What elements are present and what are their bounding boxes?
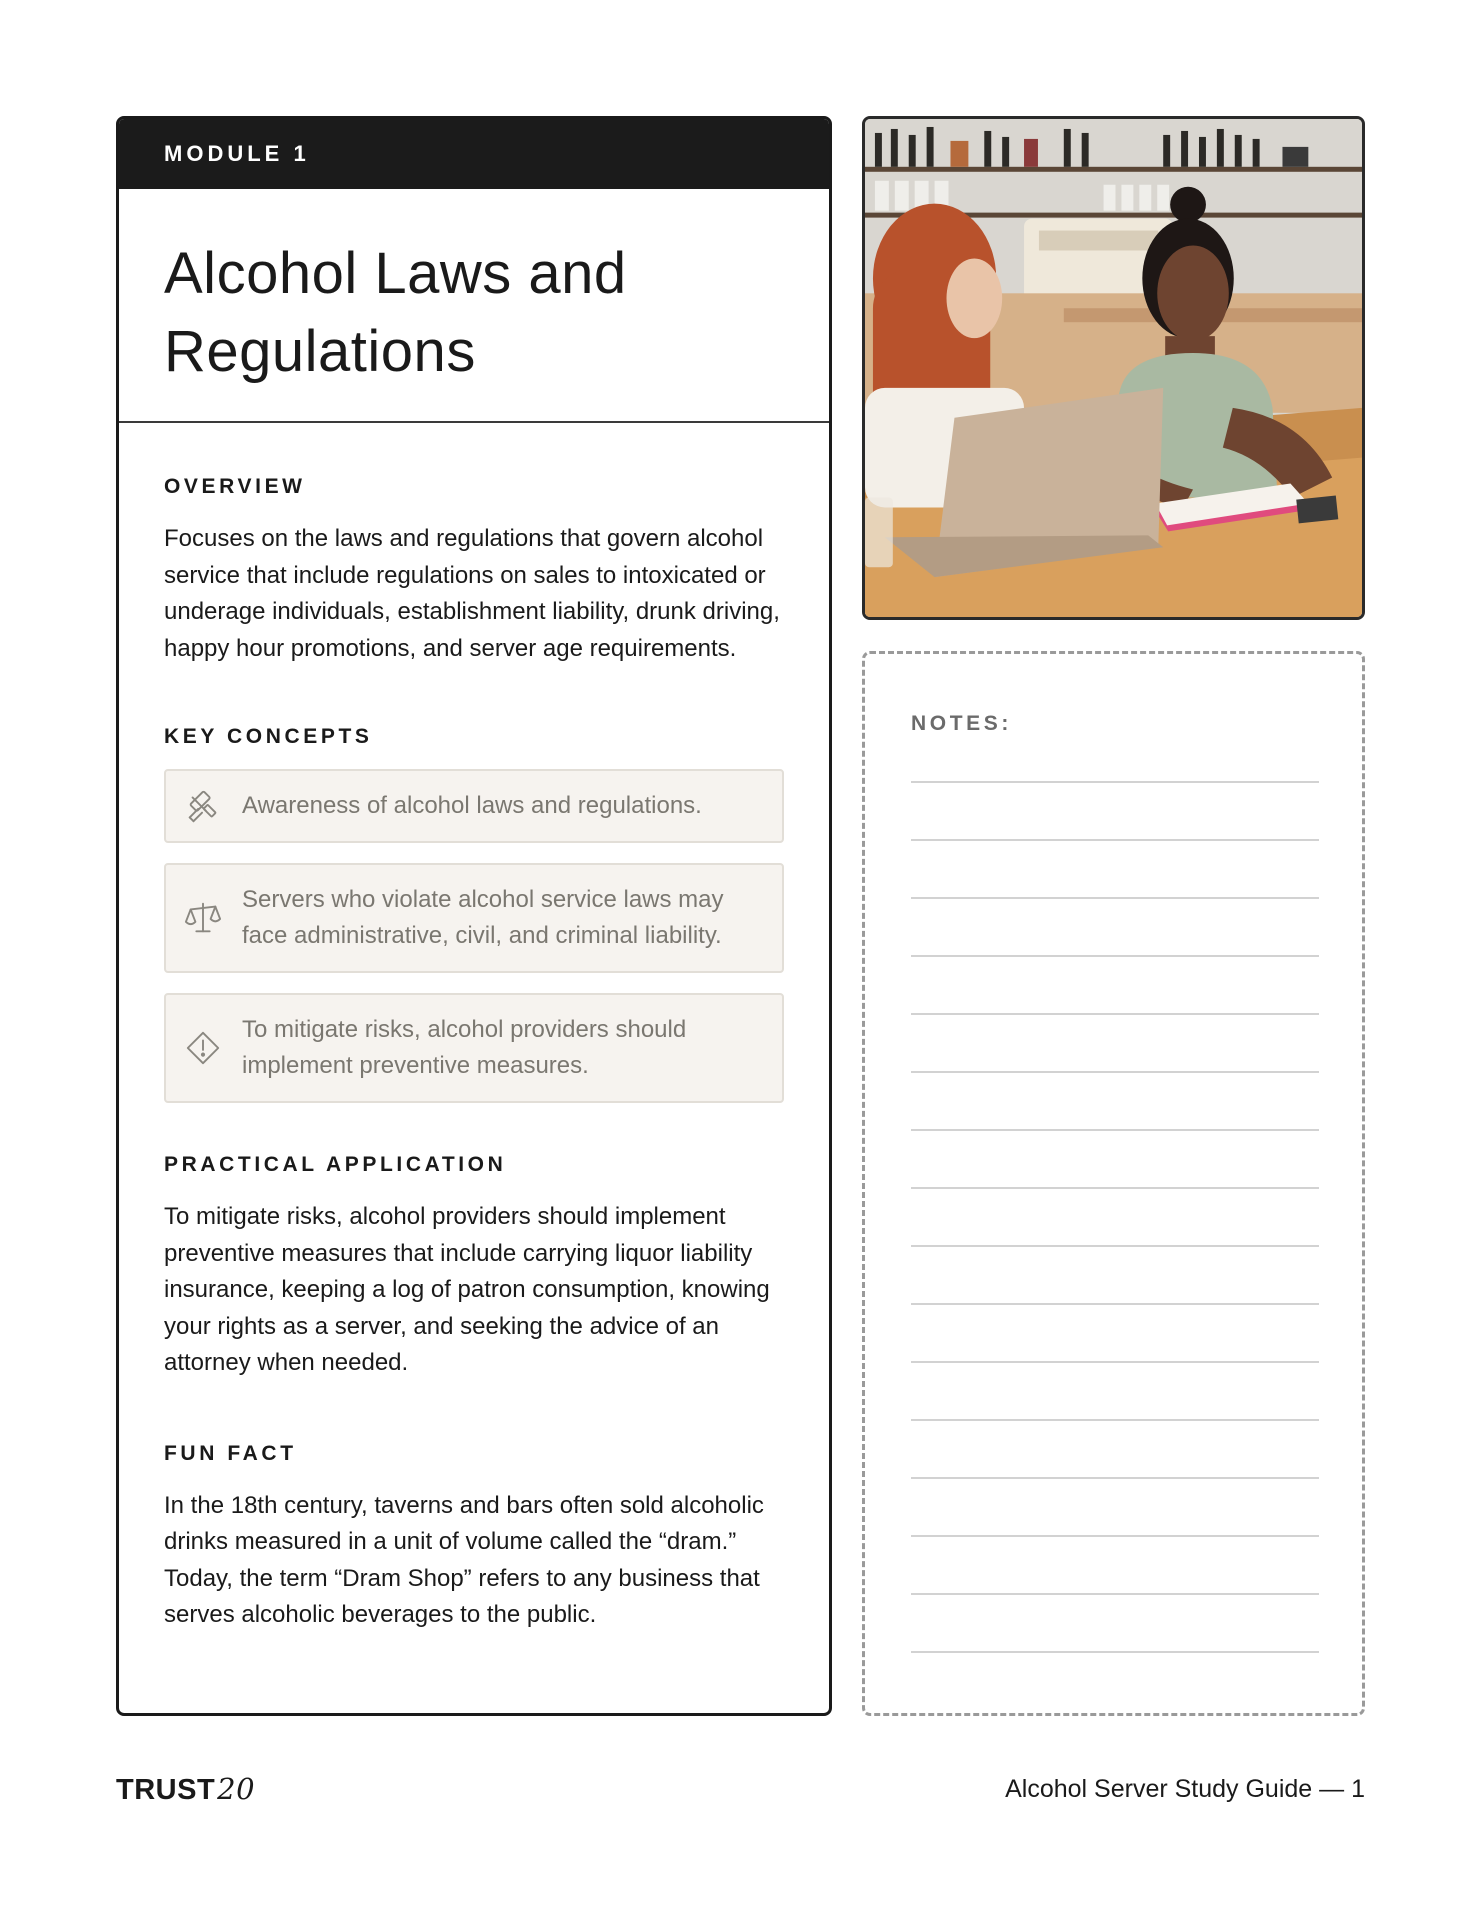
scales-icon <box>182 897 224 939</box>
practical-application-text: To mitigate risks, alcohol providers should implement preventive measures that include carrying liquor liability insurance, keeping a log of patron consumption, knowing your rights as a server, and seeking the advice of an attorney when needed. <box>164 1203 770 1376</box>
key-concept-item <box>164 993 784 1103</box>
key-concept-item <box>164 863 784 973</box>
warning-diamond-icon <box>182 1027 224 1069</box>
key-concept-text: Awareness of alcohol laws and regulations. <box>242 792 702 819</box>
notes-line <box>911 1477 1319 1479</box>
notes-line <box>911 1187 1319 1189</box>
cafe-photo <box>862 116 1365 620</box>
key-concept-text: Servers who violate alcohol service laws may face administrative, civil, and criminal liability. <box>242 886 724 949</box>
notes-line <box>911 897 1319 899</box>
key-concepts-heading: KEY CONCEPTS <box>164 725 373 748</box>
overview-text: Focuses on the laws and regulations that govern alcohol service that include regulations on sales to intoxicated or underage individuals, establishment liability, drunk driving, happy hour promotions, and server age requirements. <box>164 525 780 662</box>
title-area <box>119 189 829 423</box>
notes-line <box>911 839 1319 841</box>
notes-box[interactable] <box>862 651 1365 1716</box>
notes-line <box>911 1361 1319 1363</box>
key-concepts-list <box>164 769 784 1103</box>
notes-line <box>911 1303 1319 1305</box>
page-title <box>164 235 784 391</box>
notes-line <box>911 1651 1319 1653</box>
notes-line <box>911 1593 1319 1595</box>
notes-line <box>911 1071 1319 1073</box>
module-label: MODULE 1 <box>119 119 829 189</box>
notes-line <box>911 1535 1319 1537</box>
module-content <box>119 423 829 1634</box>
notes-line <box>911 955 1319 957</box>
key-concept-item <box>164 769 784 843</box>
notes-label: NOTES: <box>911 712 1012 735</box>
title-line-1: Alcohol Laws and <box>164 241 627 306</box>
notes-line <box>911 781 1319 783</box>
page-label: Alcohol Server Study Guide — 1 <box>1005 1775 1365 1803</box>
cafe-photo-illustration <box>865 119 1362 617</box>
notes-line <box>911 1245 1319 1247</box>
notes-line <box>911 1129 1319 1131</box>
fun-fact-text: In the 18th century, taverns and bars often sold alcoholic drinks measured in a unit of volume called the “dram.” Today, the term “Dram Shop” refers to any business that serves alcoholic beverages to the public. <box>164 1491 764 1628</box>
notes-line <box>911 1419 1319 1421</box>
trust20-logo <box>116 1772 255 1807</box>
logo-text: TRUST <box>116 1774 216 1806</box>
overview-heading: OVERVIEW <box>164 475 306 498</box>
module-card <box>116 116 832 1716</box>
gavel-icon <box>182 785 224 827</box>
notes-line <box>911 1013 1319 1015</box>
logo-script: 20 <box>217 1772 256 1806</box>
title-line-2: Regulations <box>164 319 476 384</box>
practical-application-heading: PRACTICAL APPLICATION <box>164 1153 507 1176</box>
fun-fact-heading: FUN FACT <box>164 1441 297 1465</box>
key-concept-text: To mitigate risks, alcohol providers should implement preventive measures. <box>242 1016 687 1079</box>
